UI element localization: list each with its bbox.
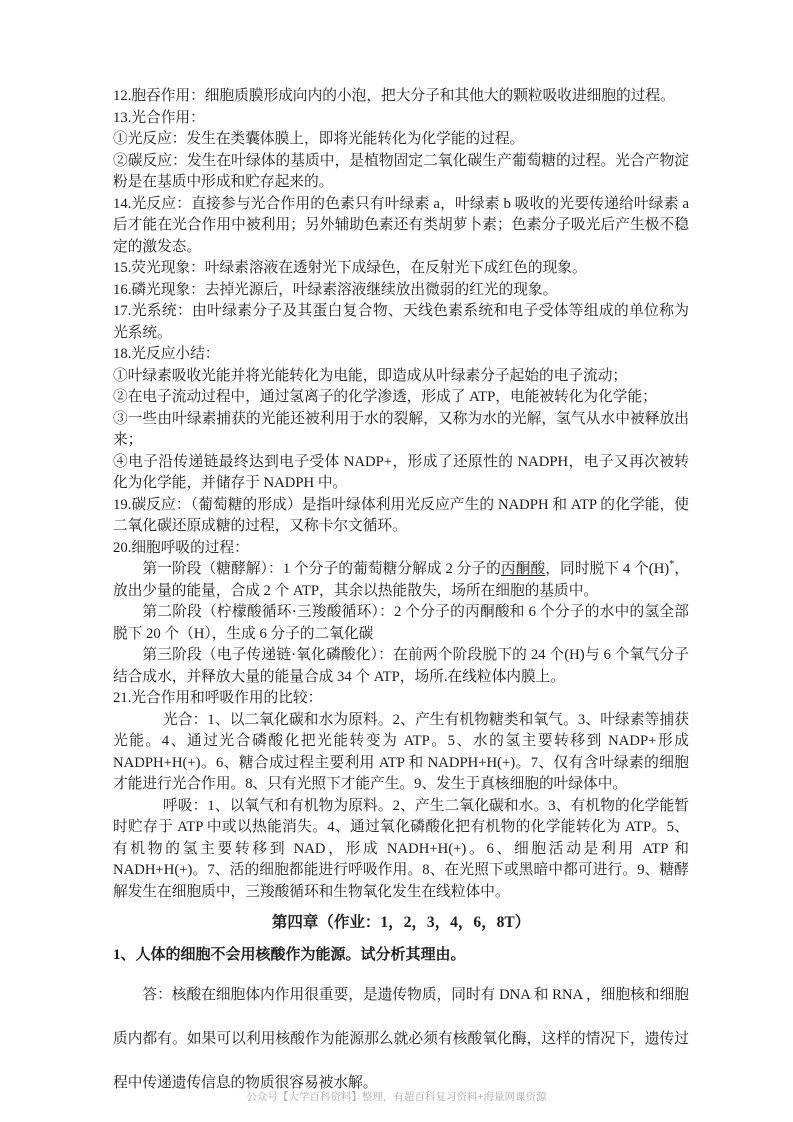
stage1-text-lead: 第一阶段（糖酵解）：1 个分子的葡萄糖分解成 2 分子的 bbox=[142, 561, 501, 577]
document-body bbox=[113, 86, 689, 1105]
footer-note: 公众号【大学百科资料】整理，有超百科复习资料+海量网课资源 bbox=[246, 1091, 547, 1103]
note-18-point-2: ②在电子流动过程中，通过氢离子的化学渗透，形成了 ATP，电能被转化为化学能； bbox=[113, 389, 657, 405]
note-paragraph-14: 14.光反应：直接参与光合作用的色素只有叶绿素 a，叶绿素 b 吸收的光要传递给叶绿素 a 后才能在光合作用中被利用；另外辅助色素还有类胡萝卜素；色素分子吸光后产生极不稳定的激发态。 bbox=[113, 195, 689, 255]
note-13-carbon-reaction: ②碳反应：发生在叶绿体的基质中，是植物固定二氧化碳生产葡萄糖的过程。光合产物淀粉是在基质中形成和贮存起来的。 bbox=[113, 152, 689, 190]
chapter-heading: 第四章（作业：1，2，3，4，6，8T） bbox=[271, 914, 531, 931]
note-18-point-1: ①叶绿素吸收光能并将光能转化为电能，即造成从叶绿素分子起始的电子流动； bbox=[113, 367, 628, 384]
note-paragraph-20: 20.细胞呼吸的过程： bbox=[113, 539, 249, 556]
stage1-text-mid: ，同时脱下 4 个(H) bbox=[545, 561, 670, 577]
respiration-stage-1 bbox=[113, 559, 689, 602]
note-paragraph-16: 16.磷光现象：去掉光源后，叶绿素溶液继续放出微弱的红光的现象。 bbox=[113, 281, 558, 298]
note-18-point-4: ④电子沿传递链最终达到电子受体 NADP+，形成了还原性的 NADPH，电子又再次被转化为化学能，并储存于 NADPH 中。 bbox=[113, 453, 689, 491]
note-paragraph-19: 19.碳反应：（葡萄糖的形成）是指叶绿体利用光反应产生的 NADPH 和 ATP 的化学能，使二氧化碳还原成糖的过程，又称卡尔文循环。 bbox=[113, 496, 689, 534]
answer-1: 答：核酸在细胞体内作用很重要，是遗传物质，同时有 DNA 和 RNA ，细胞核和细胞质内都有。如果可以利用核酸作为能源那么就必须有核酸氧化酶，这样的情况下，遗传过程中传递遗传信息的物质很容易被水解。 bbox=[113, 987, 689, 1091]
note-paragraph-18: 18.光反应小结： bbox=[113, 346, 220, 362]
stage1-text-tail: ，放出少量的能量，合成 2 个 ATP，其余以热能散失，场所在细胞的基质中。 bbox=[113, 561, 689, 599]
respiration-stage-2: 第二阶段（柠檬酸循环·三羧酸循环）：2 个分子的丙酮酸和 6 个分子的水中的氢全部脱下 20 个（H），生成 6 分子的二氧化碳 bbox=[113, 604, 689, 642]
note-paragraph-21: 21.光合作用和呼吸作用的比较： bbox=[113, 690, 323, 706]
note-13-light-reaction: ①光反应：发生在类囊体膜上，即将光能转化为化学能的过程。 bbox=[113, 131, 525, 147]
comparison-respiration: 呼吸：1、以氧气和有机物为原料。2、产生二氧化碳和水。3、有机物的化学能暂时贮存于 ATP 中或以热能消失。4、通过氧化磷酸化把有机物的化学能转化为 ATP。5、有机物的氢主要转移到 NAD，形成 NADH+H(+)。6、细胞活动是利用 ATP 和 NADH+H(+)。7、活的细胞都能进行呼吸作用。8、在光照下或黑暗中都可进行。9、糖酵解发生在细胞质中，三羧酸循环和生物氧化发生在线粒体中。 bbox=[113, 797, 689, 900]
question-1: 1、人体的细胞不会用核酸作为能源。试分析其理由。 bbox=[113, 946, 466, 963]
underlined-term-pyruvate: 丙酮酸 bbox=[500, 561, 546, 577]
note-paragraph-15: 15.荧光现象：叶绿素溶液在透射光下成绿色，在反射光下成红色的现象。 bbox=[113, 260, 587, 276]
note-18-point-3: ③一些由叶绿素捕获的光能还被利用于水的裂解，又称为水的光解，氢气从水中被释放出来； bbox=[113, 410, 689, 448]
note-paragraph-17: 17.光系统：由叶绿素分子及其蛋白复合物、天线色素系统和电子受体等组成的单位称为光系统。 bbox=[113, 303, 689, 341]
superscript-asterisk: * bbox=[669, 559, 675, 571]
note-paragraph-12: 12.胞吞作用：细胞质膜形成向内的小泡，把大分子和其他大的颗粒吸收进细胞的过程。 bbox=[113, 88, 675, 104]
comparison-photosynthesis: 光合：1、以二氧化碳和水为原料。2、产生有机物糖类和氧气。3、叶绿素等捕获光能。4、通过光合磷酸化把光能转变为 ATP。5、水的氢主要转移到 NADP+形成 NADPH+H(+)。6、糖合成过程主要利用 ATP 和 NADPH+H(+)。7、仅有含叶绿素的细胞才能进行光合作用。8、只有光照下才能产生。9、发生于真核细胞的叶绿体中。 bbox=[113, 711, 689, 792]
note-paragraph-13: 13.光合作用： bbox=[113, 109, 205, 126]
respiration-stage-3: 第三阶段（电子传递链·氧化磷酸化）：在前两个阶段脱下的 24 个(H)与 6 个氧气分子结合成水，并释放大量的能量合成 34 个 ATP，场所.在线粒体内膜上。 bbox=[113, 647, 689, 685]
